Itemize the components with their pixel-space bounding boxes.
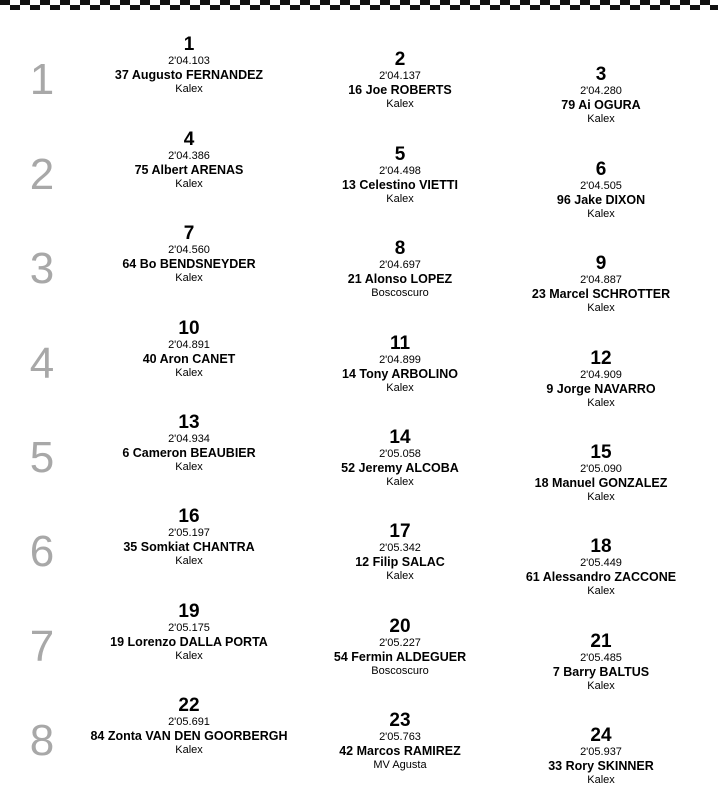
constructor: Kalex bbox=[175, 650, 203, 662]
grid-row bbox=[0, 412, 718, 507]
rider-name: 19 Lorenzo DALLA PORTA bbox=[110, 635, 268, 649]
rider-name: 12 Filip SALAC bbox=[355, 555, 445, 569]
constructor: Kalex bbox=[587, 302, 615, 314]
constructor: Kalex bbox=[587, 397, 615, 409]
rider-name: 21 Alonso LOPEZ bbox=[347, 272, 453, 286]
rider-name: 23 Marcel SCHROTTER bbox=[531, 287, 671, 301]
lap-time: 2'04.899 bbox=[379, 354, 421, 366]
rider-name: 13 Celestino VIETTI bbox=[341, 178, 458, 192]
constructor: Kalex bbox=[587, 774, 615, 786]
grid-position: 3 bbox=[595, 64, 607, 85]
grid-position: 11 bbox=[389, 333, 411, 354]
constructor: Kalex bbox=[386, 98, 414, 110]
grid-position: 14 bbox=[389, 427, 411, 448]
grid-position: 20 bbox=[389, 616, 411, 637]
rider-name: 52 Jeremy ALCOBA bbox=[341, 461, 459, 475]
rider-name: 16 Joe ROBERTS bbox=[348, 83, 452, 97]
constructor: Kalex bbox=[175, 178, 203, 190]
grid-position: 19 bbox=[178, 601, 200, 622]
grid-position: 16 bbox=[178, 506, 200, 527]
grid-slot bbox=[471, 253, 718, 315]
row-number: 2 bbox=[29, 150, 55, 199]
rider-name: 61 Alessandro ZACCONE bbox=[525, 570, 677, 584]
lap-time: 2'04.909 bbox=[580, 369, 622, 381]
lap-time: 2'04.137 bbox=[379, 70, 421, 82]
constructor: Kalex bbox=[386, 382, 414, 394]
grid-position: 6 bbox=[595, 159, 607, 180]
constructor: Kalex bbox=[175, 83, 203, 95]
grid-position: 2 bbox=[394, 49, 406, 70]
checkered-flag-border bbox=[0, 0, 718, 16]
lap-time: 2'05.342 bbox=[379, 542, 421, 554]
rider-name: 18 Manuel GONZALEZ bbox=[534, 476, 668, 490]
grid-row bbox=[0, 695, 718, 790]
constructor: Kalex bbox=[175, 367, 203, 379]
row-number: 3 bbox=[29, 244, 55, 293]
grid-position: 23 bbox=[389, 710, 411, 731]
grid-position: 4 bbox=[183, 129, 195, 150]
rider-name: 42 Marcos RAMIREZ bbox=[339, 744, 461, 758]
constructor: Kalex bbox=[175, 272, 203, 284]
grid-position: 13 bbox=[178, 412, 200, 433]
grid-slot bbox=[471, 725, 718, 787]
constructor: Kalex bbox=[175, 461, 203, 473]
constructor: Kalex bbox=[386, 476, 414, 488]
row-number: 5 bbox=[29, 433, 55, 482]
lap-time: 2'05.227 bbox=[379, 637, 421, 649]
grid-position: 9 bbox=[595, 253, 607, 274]
lap-time: 2'04.697 bbox=[379, 259, 421, 271]
row-number: 8 bbox=[29, 716, 55, 765]
rider-name: 64 Bo BENDSNEYDER bbox=[122, 257, 256, 271]
lap-time: 2'05.197 bbox=[168, 527, 210, 539]
lap-time: 2'04.934 bbox=[168, 433, 210, 445]
grid-position: 5 bbox=[394, 144, 406, 165]
rider-name: 84 Zonta VAN DEN GOORBERGH bbox=[90, 729, 288, 743]
constructor: Kalex bbox=[587, 113, 615, 125]
constructor: Boscoscuro bbox=[371, 665, 429, 677]
grid-row bbox=[0, 506, 718, 601]
row-number: 4 bbox=[29, 339, 55, 388]
rider-name: 14 Tony ARBOLINO bbox=[342, 367, 458, 381]
rider-name: 9 Jorge NAVARRO bbox=[546, 382, 656, 396]
lap-time: 2'05.449 bbox=[580, 557, 622, 569]
grid-position: 10 bbox=[178, 318, 200, 339]
grid-position: 18 bbox=[590, 536, 612, 557]
constructor: Kalex bbox=[175, 555, 203, 567]
lap-time: 2'05.485 bbox=[580, 652, 622, 664]
grid-slot bbox=[471, 64, 718, 126]
lap-time: 2'04.386 bbox=[168, 150, 210, 162]
grid-slot bbox=[471, 442, 718, 504]
grid-position: 12 bbox=[590, 348, 612, 369]
grid-slot bbox=[471, 631, 718, 693]
constructor: Kalex bbox=[386, 193, 414, 205]
lap-time: 2'05.937 bbox=[580, 746, 622, 758]
grid-slot bbox=[471, 159, 718, 221]
grid-row bbox=[0, 34, 718, 129]
grid-position: 8 bbox=[394, 238, 406, 259]
rider-name: 75 Albert ARENAS bbox=[134, 163, 244, 177]
grid-position: 1 bbox=[183, 34, 195, 55]
constructor: MV Agusta bbox=[373, 759, 427, 771]
grid-slot bbox=[471, 536, 718, 598]
row-number: 1 bbox=[29, 55, 55, 104]
grid-row bbox=[0, 601, 718, 696]
lap-time: 2'04.498 bbox=[379, 165, 421, 177]
lap-time: 2'04.280 bbox=[580, 85, 622, 97]
rider-name: 6 Cameron BEAUBIER bbox=[122, 446, 256, 460]
constructor: Kalex bbox=[587, 491, 615, 503]
constructor: Kalex bbox=[587, 680, 615, 692]
lap-time: 2'05.691 bbox=[168, 716, 210, 728]
lap-time: 2'05.058 bbox=[379, 448, 421, 460]
rider-name: 79 Ai OGURA bbox=[561, 98, 641, 112]
grid-position: 24 bbox=[590, 725, 612, 746]
lap-time: 2'05.175 bbox=[168, 622, 210, 634]
rider-name: 54 Fermin ALDEGUER bbox=[333, 650, 467, 664]
rider-name: 33 Rory SKINNER bbox=[548, 759, 654, 773]
grid-position: 15 bbox=[590, 442, 612, 463]
rider-name: 96 Jake DIXON bbox=[556, 193, 646, 207]
constructor: Boscoscuro bbox=[371, 287, 429, 299]
grid-position: 17 bbox=[389, 521, 411, 542]
lap-time: 2'04.560 bbox=[168, 244, 210, 256]
row-number: 6 bbox=[29, 527, 55, 576]
lap-time: 2'04.103 bbox=[168, 55, 210, 67]
row-number: 7 bbox=[29, 622, 55, 671]
rider-name: 40 Aron CANET bbox=[142, 352, 236, 366]
constructor: Kalex bbox=[175, 744, 203, 756]
constructor: Kalex bbox=[587, 585, 615, 597]
constructor: Kalex bbox=[386, 570, 414, 582]
grid-position: 21 bbox=[590, 631, 612, 652]
grid-row bbox=[0, 129, 718, 224]
lap-time: 2'04.891 bbox=[168, 339, 210, 351]
lap-time: 2'04.505 bbox=[580, 180, 622, 192]
constructor: Kalex bbox=[587, 208, 615, 220]
lap-time: 2'05.090 bbox=[580, 463, 622, 475]
grid-position: 22 bbox=[178, 695, 200, 716]
rider-name: 7 Barry BALTUS bbox=[552, 665, 650, 679]
grid-slot bbox=[471, 348, 718, 410]
rider-name: 37 Augusto FERNANDEZ bbox=[114, 68, 264, 82]
grid-position: 7 bbox=[183, 223, 195, 244]
grid-row bbox=[0, 223, 718, 318]
lap-time: 2'04.887 bbox=[580, 274, 622, 286]
lap-time: 2'05.763 bbox=[379, 731, 421, 743]
grid-row bbox=[0, 318, 718, 413]
rider-name: 35 Somkiat CHANTRA bbox=[123, 540, 255, 554]
